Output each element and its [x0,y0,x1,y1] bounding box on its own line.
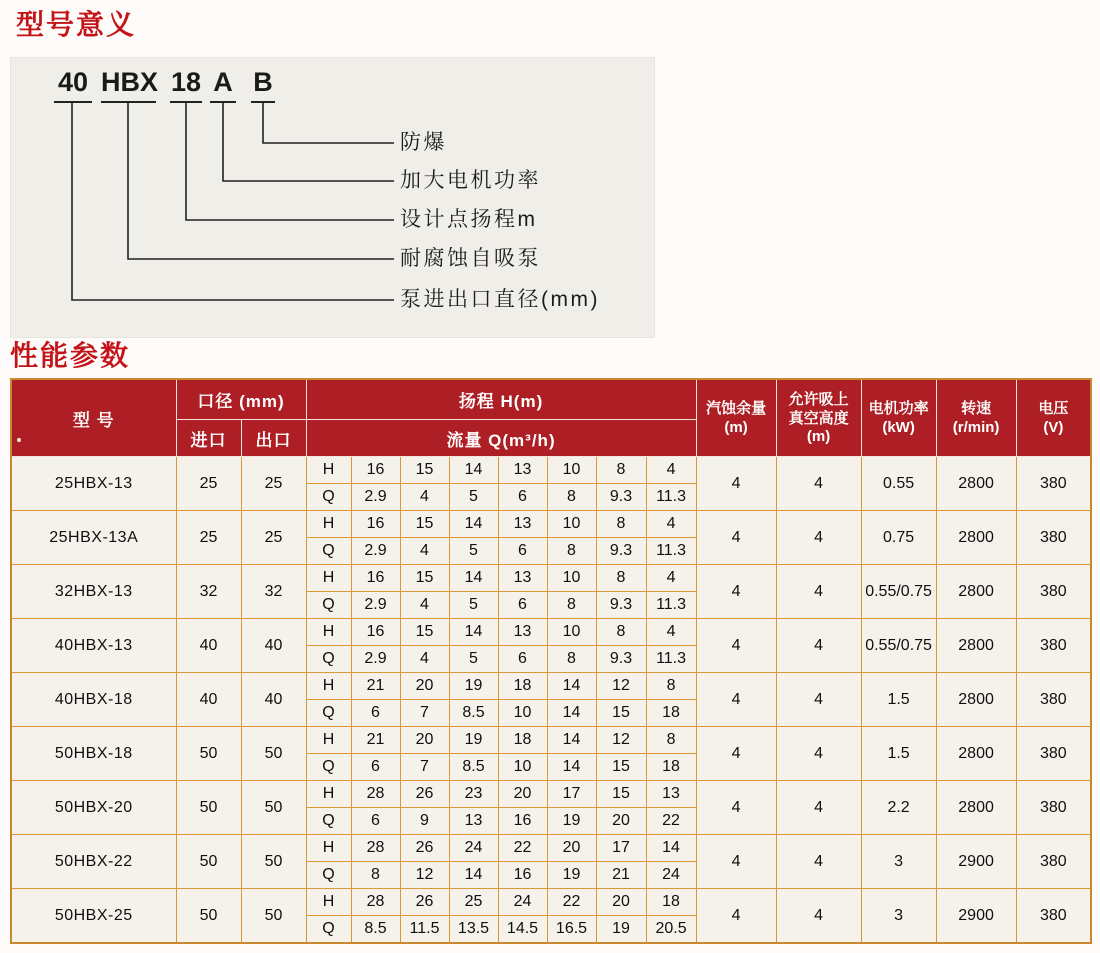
model-cell: 50HBX-20 [11,781,176,835]
outlet-cell: 25 [241,457,306,511]
header-outlet: 出口 [241,420,306,457]
outlet-cell: 40 [241,619,306,673]
speed-cell: 2900 [936,835,1016,889]
code-part-diameter: 40 [54,65,92,103]
flow-value-cell: 10 [498,700,547,727]
vacuum-cell: 4 [776,781,861,835]
npsh-cell: 4 [696,835,776,889]
head-value-cell: 10 [547,565,596,592]
head-value-cell: 14 [449,511,498,538]
flow-value-cell: 4 [400,538,449,565]
param-label-cell: H [306,619,351,646]
header-power [861,379,936,457]
param-label-cell: Q [306,592,351,619]
flow-value-cell: 15 [596,700,646,727]
flow-value-cell: 5 [449,646,498,673]
voltage-cell: 380 [1016,619,1091,673]
npsh-cell: 4 [696,781,776,835]
head-value-cell: 4 [646,457,696,484]
flow-value-cell: 8 [351,862,400,889]
flow-value-cell: 4 [400,484,449,511]
head-value-cell: 19 [449,727,498,754]
head-value-cell: 13 [498,457,547,484]
section-title-model-meaning: 型号意义 [16,9,137,40]
inlet-cell: 50 [176,781,241,835]
inlet-cell: 32 [176,565,241,619]
param-label-cell: H [306,457,351,484]
table-row-head [11,727,1091,754]
table-row-head [11,889,1091,916]
inlet-cell: 50 [176,889,241,944]
flow-value-cell: 11.3 [646,592,696,619]
head-value-cell: 13 [498,565,547,592]
param-label-cell: H [306,511,351,538]
outlet-cell: 25 [241,511,306,565]
header-speed-text: 转速 [961,400,992,418]
flow-value-cell: 20 [596,808,646,835]
code-part-explosion-proof: B [251,65,275,103]
vacuum-cell: 4 [776,457,861,511]
head-value-cell: 14 [449,457,498,484]
power-cell: 0.55 [861,457,936,511]
flow-value-cell: 6 [351,700,400,727]
vacuum-cell: 4 [776,673,861,727]
diagram-label-corrosion-resistant-pump: 耐腐蚀自吸泵 [400,247,541,270]
flow-value-cell: 19 [547,862,596,889]
flow-value-cell: 22 [646,808,696,835]
param-label-cell: H [306,673,351,700]
flow-value-cell: 2.9 [351,538,400,565]
flow-value-cell: 18 [646,754,696,781]
code-part-head: 18 [170,65,202,103]
header-flow-group: 流量 Q(m³/h) [306,420,696,457]
flow-value-cell: 6 [351,808,400,835]
npsh-cell: 4 [696,889,776,944]
outlet-cell: 50 [241,727,306,781]
head-value-cell: 26 [400,835,449,862]
head-value-cell: 26 [400,889,449,916]
diagram-label-port-diameter: 泵进出口直径(mm) [400,288,600,311]
head-value-cell: 20 [400,727,449,754]
head-value-cell: 8 [596,565,646,592]
table-row-head [11,565,1091,592]
flow-value-cell: 9.3 [596,538,646,565]
flow-value-cell: 6 [498,484,547,511]
head-value-cell: 12 [596,673,646,700]
model-cell: 25HBX-13A [11,511,176,565]
param-label-cell: Q [306,646,351,673]
inlet-cell: 25 [176,511,241,565]
flow-value-cell: 7 [400,700,449,727]
table-row-head [11,781,1091,808]
speed-cell: 2800 [936,619,1016,673]
speed-cell: 2900 [936,889,1016,944]
section-title-performance-parameters: 性能参数 [10,340,131,371]
header-npsh [696,379,776,457]
diagram-label-explosion-proof: 防爆 [400,131,447,154]
header-vacuum [776,379,861,457]
head-value-cell: 15 [400,565,449,592]
power-cell: 0.75 [861,511,936,565]
flow-value-cell: 13.5 [449,916,498,944]
head-value-cell: 10 [547,619,596,646]
flow-value-cell: 21 [596,862,646,889]
head-value-cell: 28 [351,835,400,862]
flow-value-cell: 14 [547,700,596,727]
head-value-cell: 16 [351,565,400,592]
head-value-cell: 22 [498,835,547,862]
flow-value-cell: 4 [400,592,449,619]
param-label-cell: Q [306,808,351,835]
code-part-series: HBX [101,65,156,103]
flow-value-cell: 19 [596,916,646,944]
flow-value-cell: 4 [400,646,449,673]
header-diameter-group: 口径 (mm) [176,379,306,420]
flow-value-cell: 8 [547,484,596,511]
voltage-cell: 380 [1016,565,1091,619]
head-value-cell: 18 [498,727,547,754]
power-cell: 0.55/0.75 [861,619,936,673]
head-value-cell: 20 [596,889,646,916]
outlet-cell: 50 [241,835,306,889]
header-vacuum-unit: (m) [806,428,831,446]
flow-value-cell: 12 [400,862,449,889]
performance-table-wrapper [10,378,1090,944]
speed-cell: 2800 [936,727,1016,781]
head-value-cell: 15 [596,781,646,808]
head-value-cell: 4 [646,565,696,592]
head-value-cell: 14 [646,835,696,862]
param-label-cell: Q [306,862,351,889]
voltage-cell: 380 [1016,511,1091,565]
head-value-cell: 14 [449,619,498,646]
table-row-head [11,673,1091,700]
param-label-cell: Q [306,700,351,727]
head-value-cell: 21 [351,727,400,754]
head-value-cell: 4 [646,619,696,646]
flow-value-cell: 20.5 [646,916,696,944]
head-value-cell: 26 [400,781,449,808]
head-value-cell: 16 [351,457,400,484]
table-row-head [11,457,1091,484]
flow-value-cell: 14 [449,862,498,889]
flow-value-cell: 6 [498,538,547,565]
voltage-cell: 380 [1016,889,1091,944]
power-cell: 0.55/0.75 [861,565,936,619]
vacuum-cell: 4 [776,727,861,781]
header-power-unit: (kW) [882,418,915,436]
diagram-label-design-head: 设计点扬程m [400,208,538,231]
flow-value-cell: 2.9 [351,646,400,673]
flow-value-cell: 16 [498,862,547,889]
voltage-cell: 380 [1016,727,1091,781]
head-value-cell: 24 [449,835,498,862]
header-model: 型 号 [11,379,176,457]
param-label-cell: Q [306,484,351,511]
voltage-cell: 380 [1016,457,1091,511]
speed-cell: 2800 [936,781,1016,835]
flow-value-cell: 9.3 [596,646,646,673]
outlet-cell: 32 [241,565,306,619]
voltage-cell: 380 [1016,781,1091,835]
param-label-cell: Q [306,538,351,565]
flow-value-cell: 13 [449,808,498,835]
head-value-cell: 13 [498,619,547,646]
flow-value-cell: 11.3 [646,484,696,511]
outlet-cell: 50 [241,889,306,944]
head-value-cell: 21 [351,673,400,700]
npsh-cell: 4 [696,727,776,781]
table-body [11,457,1091,944]
code-part-power-variant: A [210,65,236,103]
head-value-cell: 15 [400,619,449,646]
flow-value-cell: 8 [547,646,596,673]
param-label-cell: Q [306,916,351,944]
vacuum-cell: 4 [776,835,861,889]
model-code-diagram [10,57,655,338]
flow-value-cell: 9.3 [596,484,646,511]
param-label-cell: Q [306,754,351,781]
model-cell: 25HBX-13 [11,457,176,511]
head-value-cell: 16 [351,619,400,646]
scan-dot-artifact [17,438,21,442]
flow-value-cell: 19 [547,808,596,835]
head-value-cell: 22 [547,889,596,916]
head-value-cell: 10 [547,457,596,484]
inlet-cell: 50 [176,727,241,781]
head-value-cell: 14 [449,565,498,592]
flow-value-cell: 6 [498,592,547,619]
flow-value-cell: 16 [498,808,547,835]
outlet-cell: 40 [241,673,306,727]
flow-value-cell: 8.5 [351,916,400,944]
head-value-cell: 20 [498,781,547,808]
head-value-cell: 4 [646,511,696,538]
inlet-cell: 50 [176,835,241,889]
npsh-cell: 4 [696,619,776,673]
head-value-cell: 19 [449,673,498,700]
param-label-cell: H [306,889,351,916]
header-vacuum-line1: 允许吸上 [788,390,849,408]
flow-value-cell: 7 [400,754,449,781]
head-value-cell: 15 [400,511,449,538]
flow-value-cell: 15 [596,754,646,781]
head-value-cell: 8 [596,457,646,484]
flow-value-cell: 2.9 [351,592,400,619]
head-value-cell: 8 [646,673,696,700]
vacuum-cell: 4 [776,565,861,619]
npsh-cell: 4 [696,673,776,727]
npsh-cell: 4 [696,511,776,565]
flow-value-cell: 6 [498,646,547,673]
flow-value-cell: 2.9 [351,484,400,511]
flow-value-cell: 8 [547,592,596,619]
flow-value-cell: 5 [449,484,498,511]
power-cell: 1.5 [861,673,936,727]
head-value-cell: 17 [547,781,596,808]
header-inlet: 进口 [176,420,241,457]
model-cell: 50HBX-25 [11,889,176,944]
head-value-cell: 12 [596,727,646,754]
head-value-cell: 28 [351,781,400,808]
inlet-cell: 40 [176,619,241,673]
head-value-cell: 8 [646,727,696,754]
power-cell: 1.5 [861,727,936,781]
head-value-cell: 13 [498,511,547,538]
head-value-cell: 10 [547,511,596,538]
model-cell: 50HBX-22 [11,835,176,889]
head-value-cell: 20 [400,673,449,700]
flow-value-cell: 9 [400,808,449,835]
flow-value-cell: 14.5 [498,916,547,944]
param-label-cell: H [306,835,351,862]
head-value-cell: 23 [449,781,498,808]
head-value-cell: 17 [596,835,646,862]
flow-value-cell: 10 [498,754,547,781]
vacuum-cell: 4 [776,619,861,673]
header-head-group: 扬程 H(m) [306,379,696,420]
header-speed-unit: (r/min) [952,418,1000,436]
head-value-cell: 28 [351,889,400,916]
header-npsh-text: 汽蚀余量 [706,400,767,418]
vacuum-cell: 4 [776,889,861,944]
speed-cell: 2800 [936,565,1016,619]
param-label-cell: H [306,565,351,592]
head-value-cell: 25 [449,889,498,916]
head-value-cell: 18 [498,673,547,700]
outlet-cell: 50 [241,781,306,835]
flow-value-cell: 5 [449,538,498,565]
param-label-cell: H [306,727,351,754]
pump-performance-table [10,378,1092,944]
table-row-head [11,835,1091,862]
flow-value-cell: 8 [547,538,596,565]
voltage-cell: 380 [1016,835,1091,889]
header-npsh-unit: (m) [724,418,748,436]
speed-cell: 2800 [936,673,1016,727]
flow-value-cell: 16.5 [547,916,596,944]
table-row-head [11,511,1091,538]
model-cell: 32HBX-13 [11,565,176,619]
power-cell: 3 [861,889,936,944]
head-value-cell: 15 [400,457,449,484]
header-voltage-unit: (V) [1043,418,1064,436]
model-cell: 40HBX-13 [11,619,176,673]
flow-value-cell: 9.3 [596,592,646,619]
diagram-label-increased-motor-power: 加大电机功率 [400,169,541,192]
flow-value-cell: 6 [351,754,400,781]
flow-value-cell: 8.5 [449,754,498,781]
inlet-cell: 40 [176,673,241,727]
vacuum-cell: 4 [776,511,861,565]
flow-value-cell: 5 [449,592,498,619]
head-value-cell: 18 [646,889,696,916]
head-value-cell: 14 [547,673,596,700]
model-cell: 40HBX-18 [11,673,176,727]
speed-cell: 2800 [936,511,1016,565]
table-row-head [11,619,1091,646]
param-label-cell: H [306,781,351,808]
speed-cell: 2800 [936,457,1016,511]
flow-value-cell: 24 [646,862,696,889]
power-cell: 2.2 [861,781,936,835]
head-value-cell: 8 [596,511,646,538]
npsh-cell: 4 [696,565,776,619]
header-vacuum-line2: 真空高度 [788,409,849,427]
header-speed [936,379,1016,457]
flow-value-cell: 11.3 [646,646,696,673]
header-voltage-text: 电压 [1038,400,1069,418]
head-value-cell: 16 [351,511,400,538]
header-power-text: 电机功率 [868,400,929,418]
head-value-cell: 8 [596,619,646,646]
model-cell: 50HBX-18 [11,727,176,781]
head-value-cell: 14 [547,727,596,754]
flow-value-cell: 11.5 [400,916,449,944]
header-voltage [1016,379,1091,457]
flow-value-cell: 14 [547,754,596,781]
head-value-cell: 20 [547,835,596,862]
head-value-cell: 13 [646,781,696,808]
voltage-cell: 380 [1016,673,1091,727]
power-cell: 3 [861,835,936,889]
table-header [11,379,1091,457]
npsh-cell: 4 [696,457,776,511]
head-value-cell: 24 [498,889,547,916]
flow-value-cell: 18 [646,700,696,727]
inlet-cell: 25 [176,457,241,511]
flow-value-cell: 11.3 [646,538,696,565]
flow-value-cell: 8.5 [449,700,498,727]
